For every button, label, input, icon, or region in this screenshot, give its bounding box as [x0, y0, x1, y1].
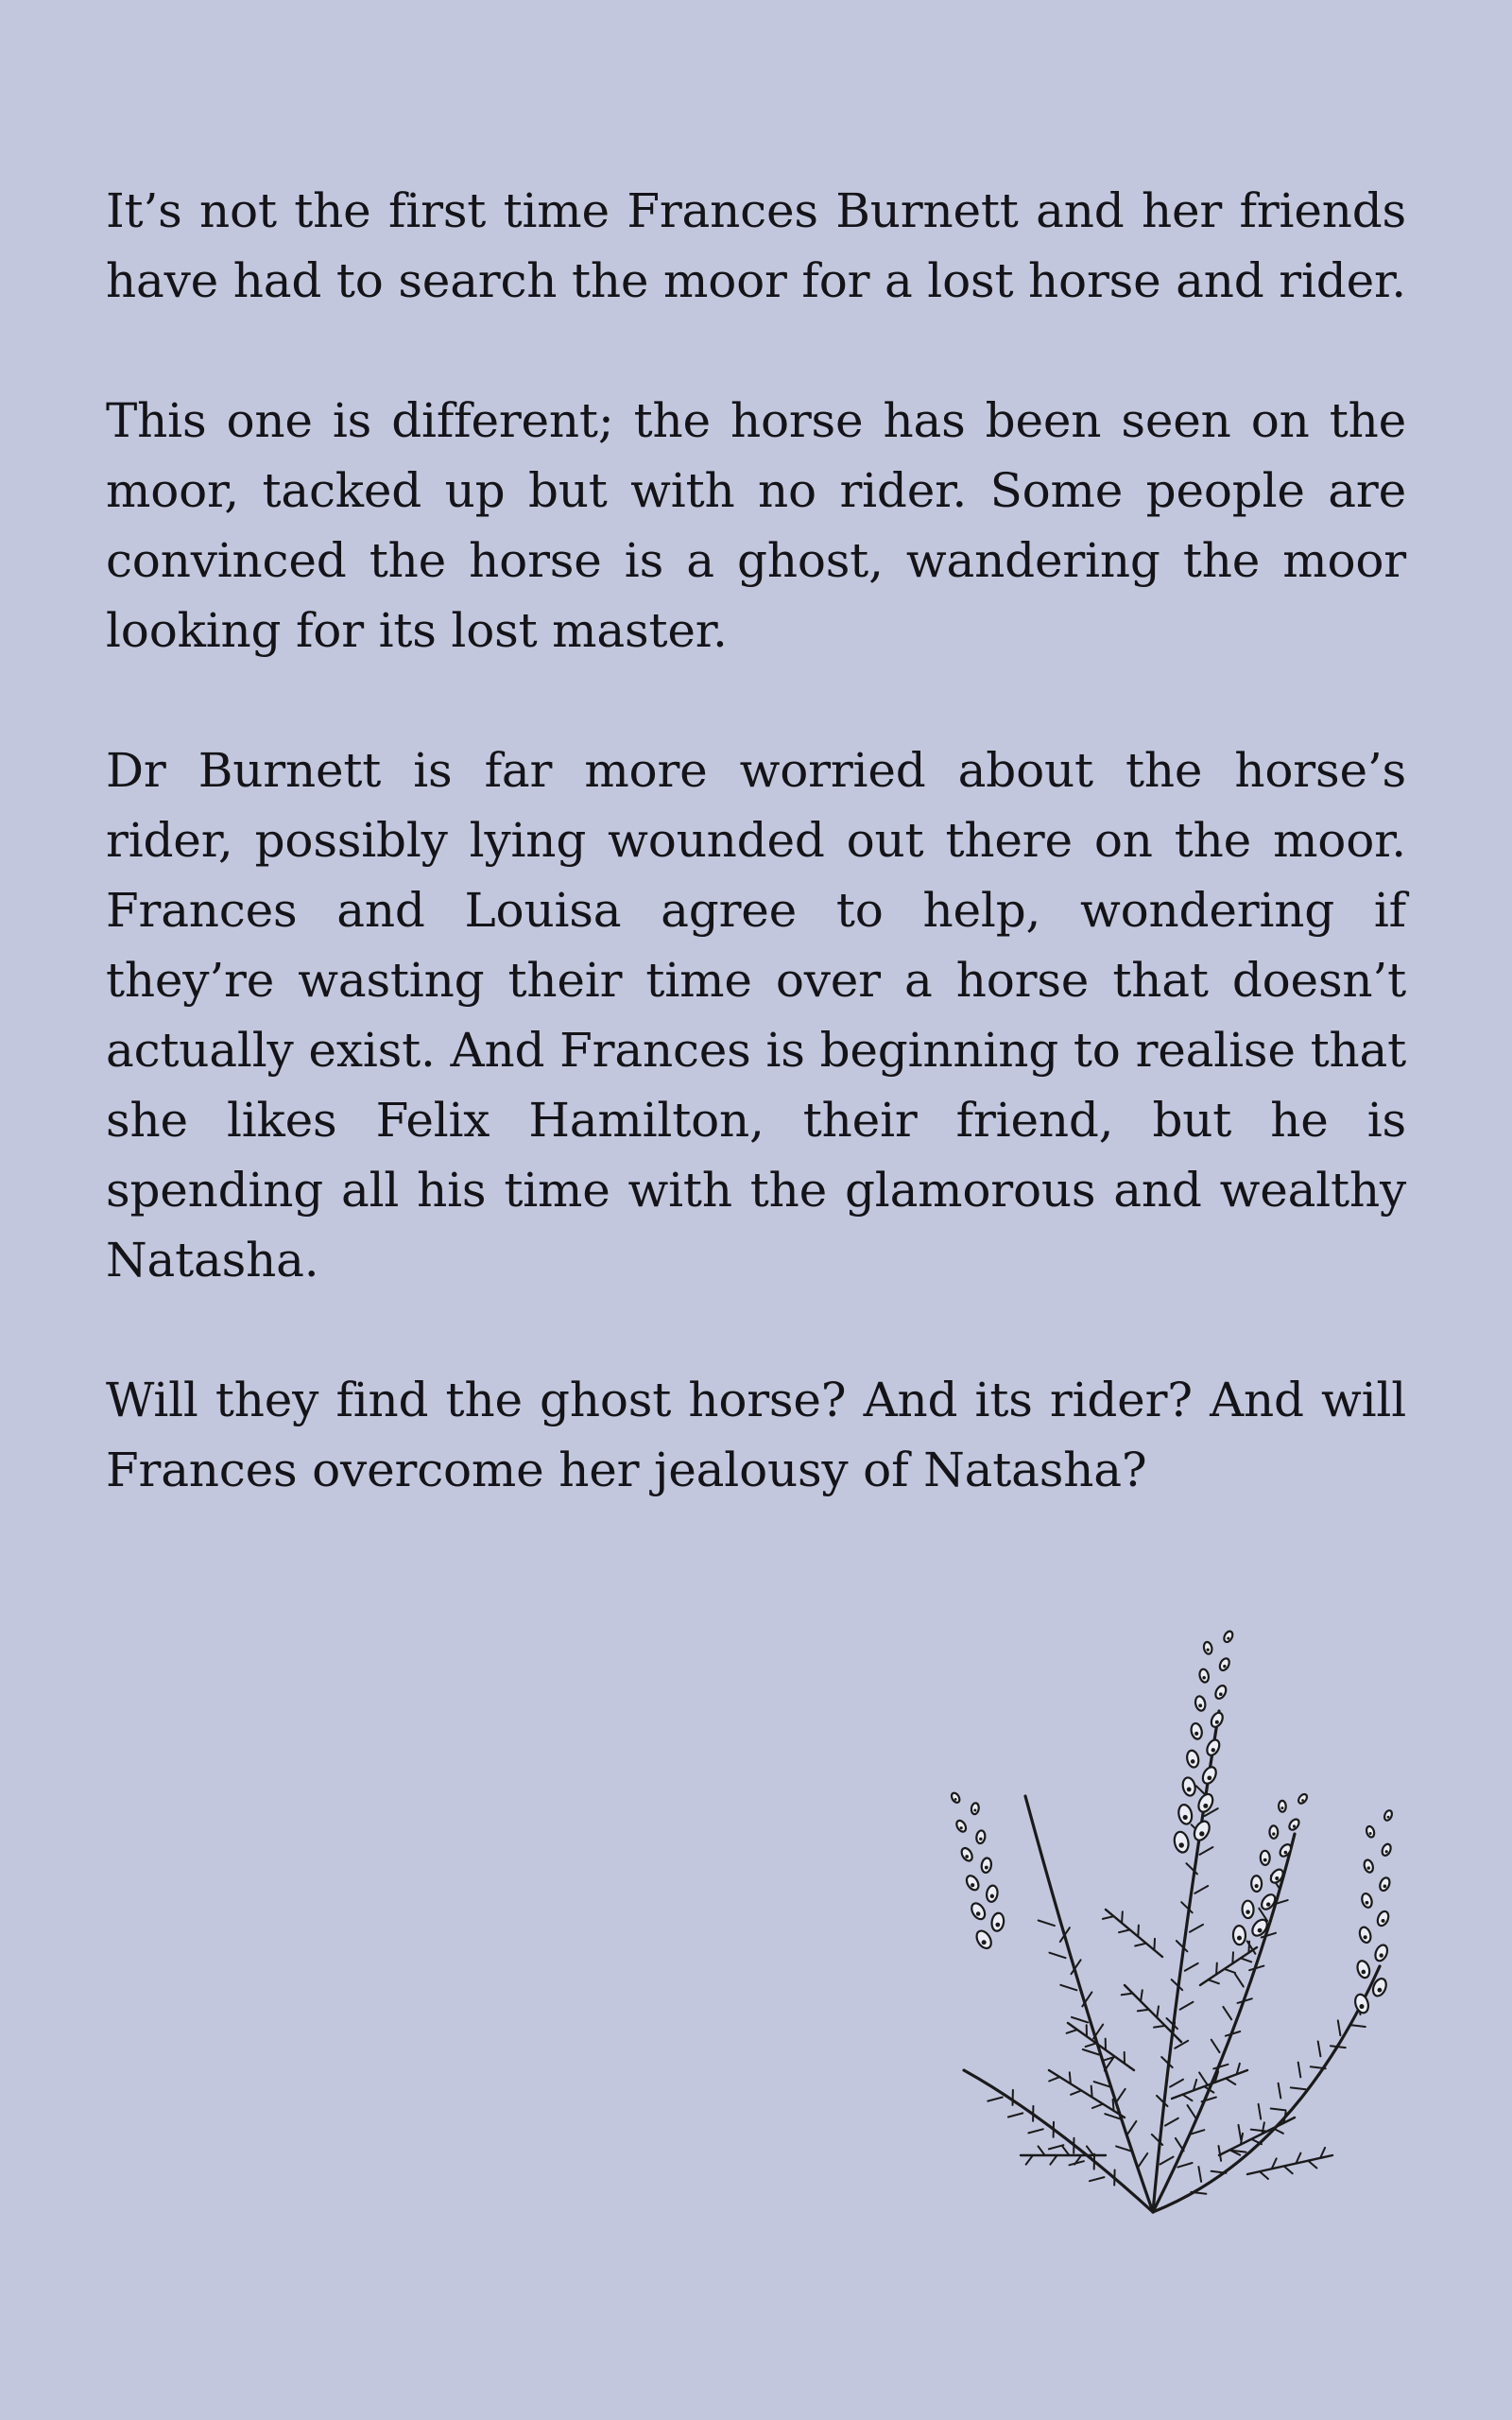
heather-sprig-illustration: [936, 1626, 1427, 2231]
blurb-paragraph-3: Dr Burnett is far more worried about the horse’s rider, possibly lying wounded out there on the moor. Frances and Louisa agree to help, wondering if they’re wasting their time over a horse that doesn’t actually exist. And Frances is beginning to realise that she likes Felix Hamilton, their friend, but he is spending all his time with the glamorous and wealthy Natasha.: [106, 743, 1406, 1288]
blurb-paragraph-2: This one is different; the horse has been seen on the moor, tacked up but with no rider. Some people are convinced the horse is a ghost, wandering the moor looking for its lost master.: [106, 393, 1406, 658]
blurb-paragraph-4: Will they find the ghost horse? And its rider? And will Frances overcome her jealousy of Natasha?: [106, 1373, 1406, 1497]
blurb-text: [106, 176, 1406, 1575]
blurb-paragraph-1: It’s not the first time Frances Burnett and her friends have had to search the moor for a lost horse and rider.: [106, 183, 1406, 308]
